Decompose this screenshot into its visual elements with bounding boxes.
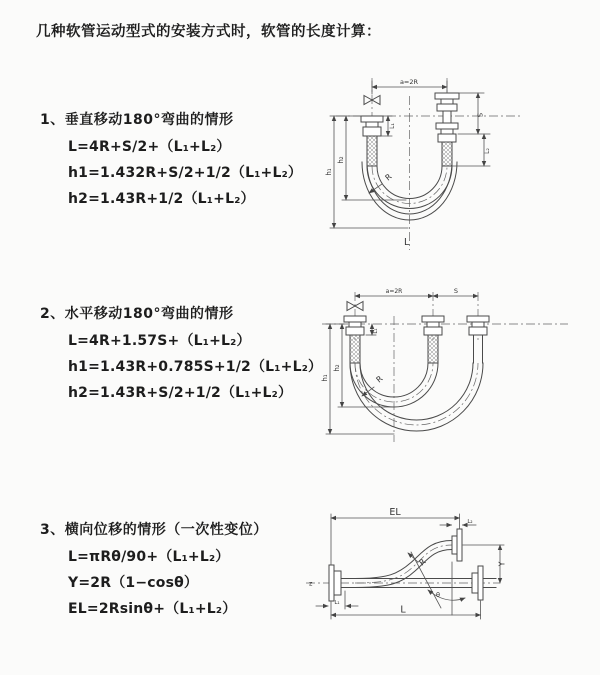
hose-braided-section-center (428, 335, 438, 363)
dim-label-l2: L₂ (484, 148, 491, 154)
diagram-vertical-180-bend (308, 70, 533, 258)
dimension-top-a2r (372, 78, 447, 94)
dimension-fitting-l1 (366, 324, 379, 335)
flange-fitting-center (422, 316, 444, 335)
hose-braided-section-right (442, 142, 452, 166)
angle-label: θ (436, 591, 440, 599)
radius-label: R (417, 557, 428, 568)
radius-label: R (374, 374, 385, 385)
formula-Y: Y=2R（1−cosθ） (68, 575, 199, 591)
flange-fitting-right-upper (452, 529, 462, 561)
dim-label-l1: L₁ (389, 123, 396, 129)
formula-h2: h2=1.43R+1/2（L₁+L₂） (68, 191, 255, 207)
dimension-fitting-l2 (440, 519, 476, 525)
section-1-formulas (68, 134, 302, 212)
hose-braided-section-left (350, 335, 360, 363)
flange-fitting-right-upper (435, 93, 459, 123)
formula-h1: h1=1.432R+S/2+1/2（L₁+L₂） (68, 165, 303, 181)
diagram-horizontal-180-bend (310, 286, 595, 448)
length-label: L (404, 237, 410, 248)
formula-L: L=4R+1.57S+（L₁+L₂） (68, 333, 251, 349)
formula-EL: EL=2Rsinθ+（L₁+L₂） (68, 601, 237, 617)
dim-label-a2r: a=2R (385, 288, 403, 295)
formula-L: L=πRθ/90+（L₁+L₂） (68, 549, 230, 565)
dim-label-h2: h₂ (333, 364, 341, 372)
dimension-top-a2r (355, 288, 433, 296)
hose-braided-section-left (367, 136, 377, 166)
dimension-right-y (463, 545, 507, 583)
hose-s-curve (355, 541, 452, 588)
page-title: 几种软管运动型式的安装方式时，软管的长度计算： (36, 24, 381, 40)
dim-label-s: S (453, 287, 459, 295)
section-lateral-displacement (40, 520, 268, 622)
flange-fitting-left (344, 316, 366, 335)
dim-label-l: L (400, 604, 406, 616)
datum-label: z (309, 579, 313, 588)
flange-fitting-right-lower (436, 123, 458, 142)
dimension-right-s (458, 93, 490, 134)
section-vertical-movement (40, 110, 302, 212)
dim-label-l1: L₁ (334, 600, 340, 606)
radius-label: R (383, 172, 394, 183)
section-3-formulas (68, 544, 268, 622)
section-2-formulas (68, 328, 322, 406)
dimension-top-el (331, 507, 460, 565)
dimension-fitting-l2 (452, 134, 491, 166)
dim-label-y: Y (497, 561, 507, 567)
section-2-heading: 2、水平移动180°弯曲的情形 (40, 306, 234, 322)
dim-label-h2: h₂ (337, 156, 345, 164)
section-horizontal-movement (40, 304, 322, 406)
dim-label-h1: h₁ (321, 374, 329, 382)
dim-label-l2: L₂ (467, 519, 473, 525)
section-3-heading: 3、横向位移的情形（一次性变位） (40, 522, 268, 538)
dim-label-el: EL (389, 507, 401, 518)
dimension-bottom-l (331, 601, 481, 619)
hose-arcs-original (350, 363, 483, 431)
dim-label-a2r: a=2R (399, 78, 419, 86)
radius-callout (362, 374, 385, 396)
section-1-heading: 1、垂直移动180°弯曲的情形 (40, 112, 234, 128)
dimension-top-s (433, 287, 478, 296)
flange-fitting-left (361, 116, 383, 136)
formula-h1: h1=1.43R+0.785S+1/2（L₁+L₂） (68, 359, 323, 375)
dim-label-h1: h₁ (325, 168, 333, 176)
dim-label-s: S (476, 112, 485, 118)
formula-h2: h2=1.43R+S/2+1/2（L₁+L₂） (68, 385, 293, 401)
centerlines (322, 292, 568, 442)
formula-L: L=4R+S/2+（L₁+L₂） (68, 139, 231, 155)
dim-label-l1: L₁ (373, 328, 379, 334)
diagram-lateral-displacement (300, 505, 600, 645)
